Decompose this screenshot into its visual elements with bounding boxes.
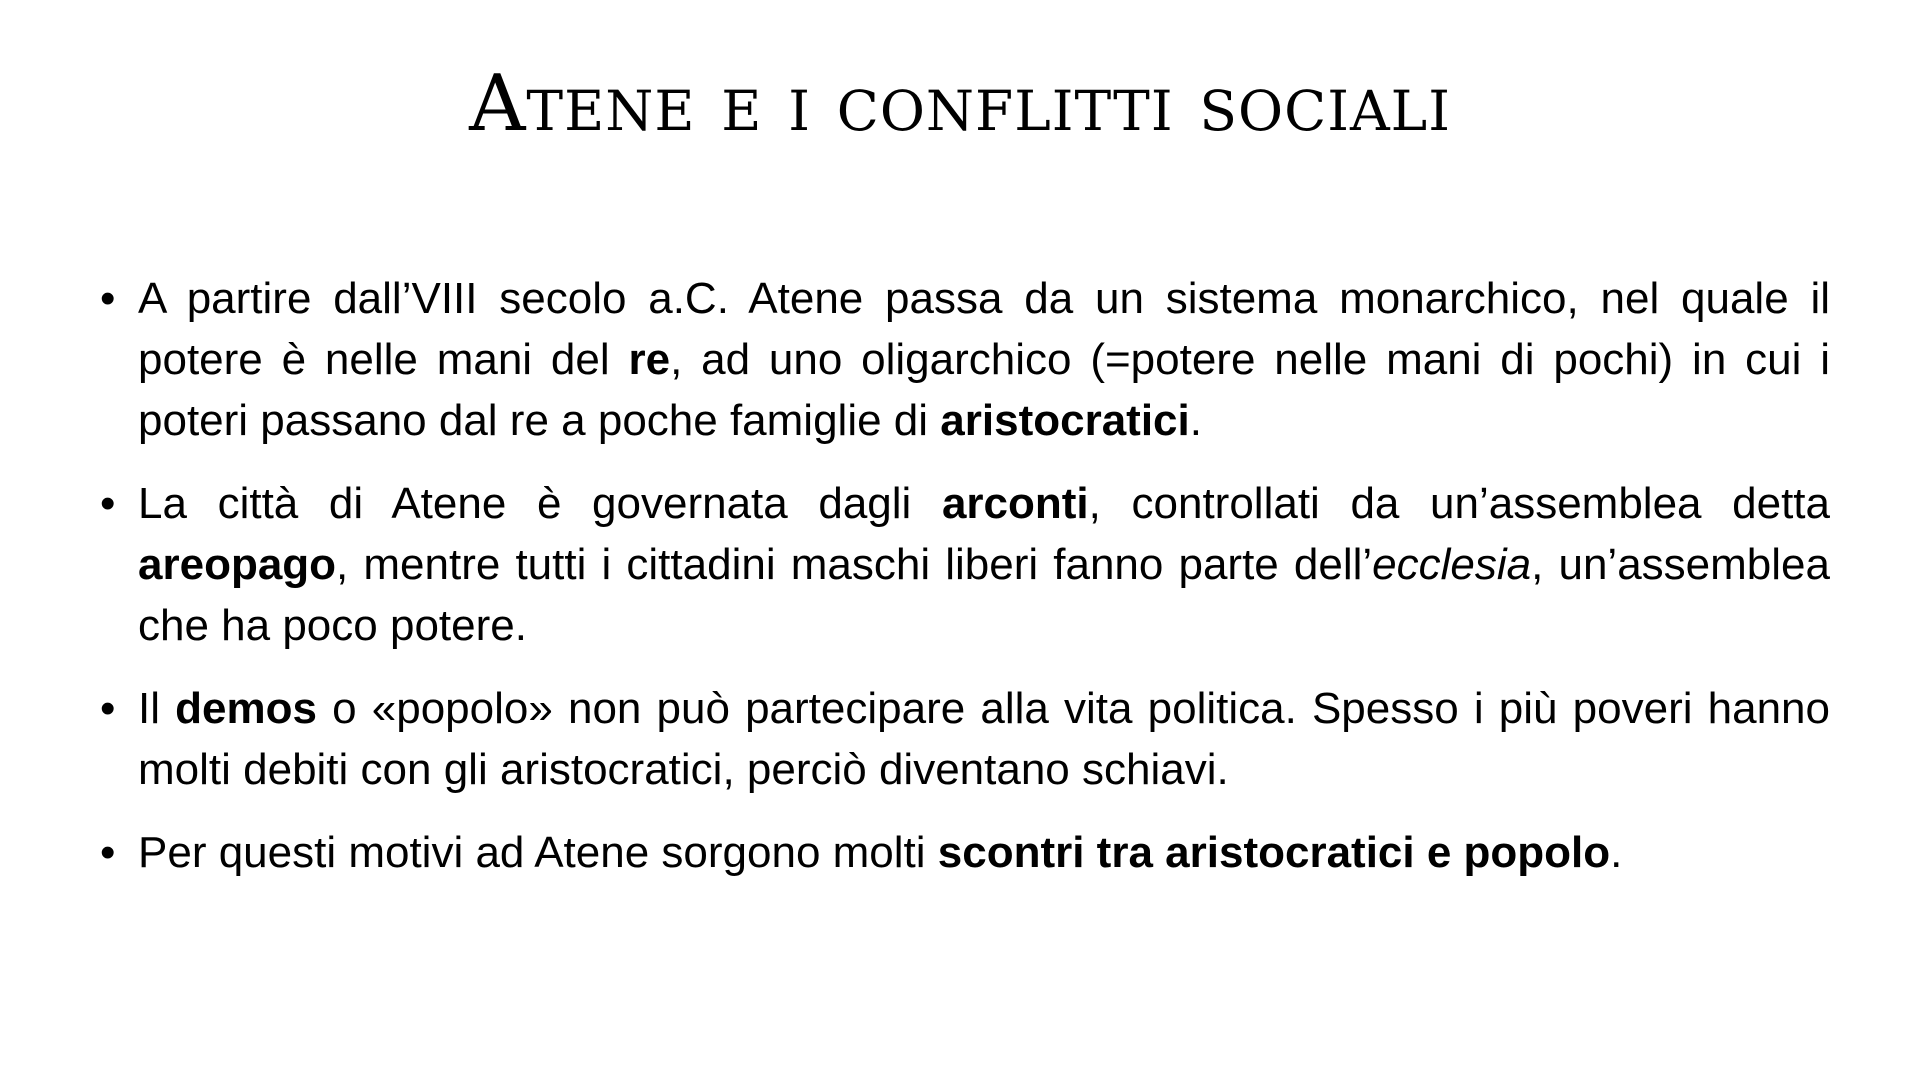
bullet-text: . — [1610, 828, 1623, 877]
bullet-list — [100, 268, 1830, 905]
bullet-bold-term: arconti — [941, 479, 1089, 528]
bullet-text: Per questi motivi ad Atene sorgono molti — [138, 828, 938, 877]
bullet-bold-term: aristocratici — [940, 396, 1190, 445]
bullet-item — [100, 678, 1830, 800]
bullet-text: A partire dall’VIII secolo a.C. Atene passa da un sistema monarchico, nel quale il potere è nelle mani del — [138, 274, 1830, 384]
bullet-bold-term: re — [628, 335, 671, 384]
bullet-italic-term: ecclesia — [1372, 540, 1532, 589]
bullet-dot-icon: • — [100, 684, 116, 733]
bullet-dot-icon: • — [100, 274, 116, 323]
bullet-text: , un’assemblea che ha poco potere. — [138, 540, 1830, 650]
bullet-text: , mentre tutti i cittadini maschi liberi fanno parte dell’ — [336, 540, 1373, 589]
bullet-text: La città di Atene è governata dagli — [138, 479, 942, 528]
bullet-text: . — [1189, 396, 1202, 445]
bullet-bold-term: areopago — [138, 540, 337, 589]
bullet-item — [100, 268, 1830, 451]
bullet-item — [100, 822, 1830, 883]
bullet-text: Il — [138, 684, 176, 733]
bullet-bold-term: demos — [175, 684, 317, 733]
bullet-text: o «popolo» non può partecipare alla vita politica. Spesso i più poveri hanno molti debiti con gli aristocratici, perciò diventano schiavi. — [138, 684, 1830, 794]
bullet-text: , controllati da un’assemblea detta — [1088, 479, 1830, 528]
bullet-text: , ad uno oligarchico (=potere nelle mani di pochi) in cui i poteri passano dal re a poche famiglie di — [138, 335, 1830, 445]
bullet-dot-icon: • — [100, 828, 116, 877]
bullet-bold-term: scontri tra aristocratici e popolo — [937, 828, 1611, 877]
bullet-dot-icon: • — [100, 479, 116, 528]
slide-title: Atene e i conflitti sociali — [469, 59, 1451, 149]
bullet-item — [100, 473, 1830, 656]
